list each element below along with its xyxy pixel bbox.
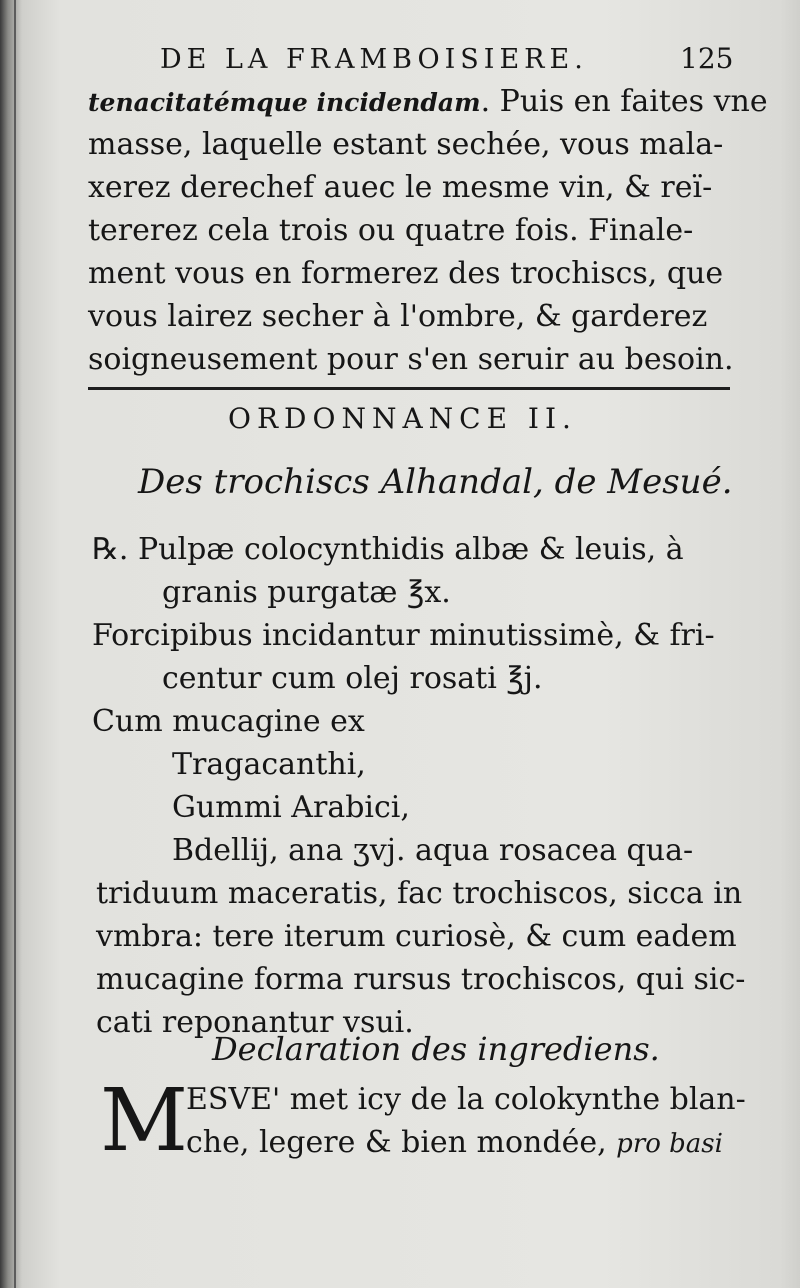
- paragraph-line: soigneusement pour s'en seruir au besoin.: [88, 342, 734, 377]
- recipe-line: Forcipibus incidantur minutissimè, & fri-: [92, 618, 715, 653]
- recipe-line: triduum maceratis, fac trochiscos, sicca in: [96, 876, 743, 911]
- recipe-line: Gummi Arabici,: [172, 790, 410, 825]
- recipe-line: Bdellij, ana ʒvj. aqua rosacea qua-: [172, 833, 694, 868]
- italic-phrase: tenacitatémque incidendam: [88, 88, 481, 117]
- running-header: DE LA FRAMBOISIERE.: [160, 44, 588, 75]
- recipe-line: Tragacanthi,: [172, 747, 366, 782]
- line-text: . Puis en faites vne: [480, 84, 768, 119]
- paragraph-line: tererez cela trois ou quatre fois. Finale-: [88, 213, 694, 248]
- paragraph-line: [88, 84, 768, 119]
- recipe-line: granis purgatæ ℥x.: [162, 575, 451, 610]
- recipe-line: cati reponantur vsui.: [96, 1005, 414, 1040]
- page-gutter: [14, 0, 16, 1288]
- italic-phrase: pro basi: [616, 1129, 723, 1159]
- declaration-line: ESVE' met icy de la colokynthe blan-: [186, 1082, 746, 1117]
- section-divider: [88, 387, 730, 390]
- declaration-line: [186, 1125, 723, 1160]
- paragraph-line: masse, laquelle estant sechée, vous mala-: [88, 127, 724, 162]
- drop-cap: M: [100, 1071, 189, 1171]
- declaration-title: Declaration des ingrediens.: [212, 1030, 660, 1068]
- paragraph-line: ment vous en formerez des trochiscs, que: [88, 256, 724, 291]
- recipe-line: Cum mucagine ex: [92, 704, 365, 739]
- page-number: 125: [680, 42, 734, 75]
- recipe-line: ℞. Pulpæ colocynthidis albæ & leuis, à: [92, 532, 684, 567]
- recipe-line: vmbra: tere iterum curiosè, & cum eadem: [96, 919, 737, 954]
- line-text: che, legere & bien mondée,: [186, 1125, 607, 1160]
- ordonnance-subtitle: Des trochiscs Alhandal, de Mesué.: [138, 462, 733, 502]
- recipe-line: mucagine forma rursus trochiscos, qui sic-: [96, 962, 746, 997]
- recipe-line: centur cum olej rosati ℥j.: [162, 661, 543, 696]
- ordonnance-title: ORDONNANCE II.: [228, 402, 577, 435]
- paragraph-line: vous lairez secher à l'ombre, & garderez: [88, 299, 708, 334]
- paragraph-line: xerez derechef auec le mesme vin, & reï-: [88, 170, 713, 205]
